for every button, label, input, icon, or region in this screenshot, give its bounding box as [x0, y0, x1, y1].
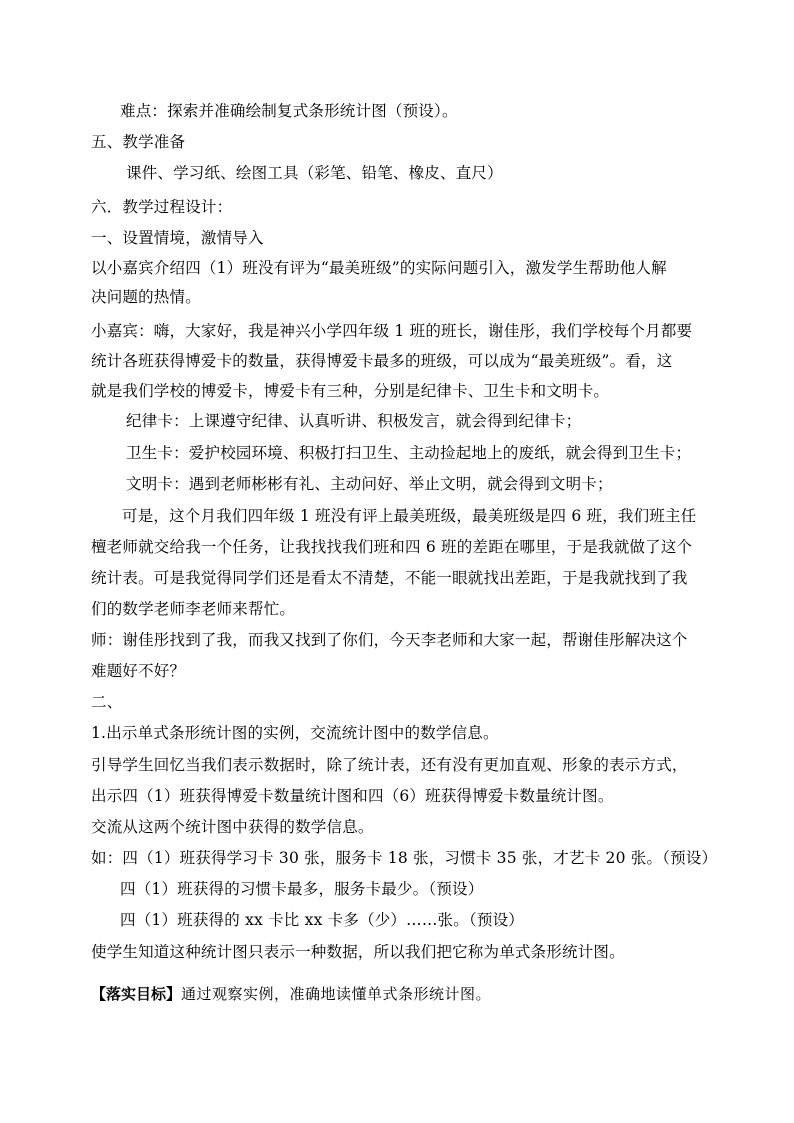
paragraph-line: 1.出示单式条形统计图的实例，交流统计图中的数学信息。: [91, 724, 499, 742]
paragraph-line: 小嘉宾：嗨，大家好，我是神兴小学四年级 1 班的班长，谢佳彤，我们学校每个月都要: [91, 322, 693, 340]
paragraph-line: 统计表。可是我觉得同学们还是看太不清楚，不能一眼就找出差距，于是我就找到了我: [91, 569, 688, 587]
goal-line: [91, 984, 491, 1004]
paragraph-line: 以小嘉宾介绍四（1）班没有评为“最美班级”的实际问题引入，激发学生帮助他人解: [91, 259, 667, 277]
paragraph-line: 使学生知道这种统计图只表示一种数据，所以我们把它称为单式条形统计图。: [91, 943, 625, 961]
paragraph-line: 决问题的热情。: [91, 288, 201, 306]
section-2-heading: 二、: [91, 693, 123, 711]
section-5-heading: 五、教学准备: [91, 133, 186, 151]
paragraph-line: 引导学生回忆当我们表示数据时，除了统计表，还有没有更加直观、形象的表示方式，: [91, 756, 688, 774]
paragraph-line: 统计各班获得博爱卡的数量，获得博爱卡最多的班级，可以成为“最美班级”。看，这: [91, 352, 673, 370]
paragraph-line: 檀老师就交给我一个任务，让我找找我们班和四 6 班的差距在哪里，于是我就做了这个: [91, 538, 693, 556]
goal-label: 【落实目标】: [91, 985, 182, 1003]
paragraph-line: 可是，这个月我们四年级 1 班没有评上最美班级，最美班级是四 6 班，我们班主任: [122, 507, 697, 525]
paragraph-line: 四（1）班获得的习惯卡最多，服务卡最少。（预设）: [120, 880, 484, 898]
paragraph-line: 们的数学老师李老师来帮忙。: [91, 600, 296, 618]
paragraph-line: 四（1）班获得的 xx 卡比 xx 卡多（少）……张。（预设）: [120, 911, 524, 929]
difficulty-line: 难点：探索并准确绘制复式条形统计图（预设）。: [120, 102, 458, 120]
paragraph-line: 如：四（1）班获得学习卡 30 张，服务卡 18 张，习惯卡 35 张，才艺卡 20 张。（预设）: [91, 849, 718, 867]
section-6-heading: 六．教学过程设计：: [91, 198, 233, 216]
goal-text: 通过观察实例，准确地读懂单式条形统计图。: [181, 985, 492, 1003]
paragraph-line: 师：谢佳彤找到了我，而我又找到了你们，今天李老师和大家一起，帮谢佳彤解决这个: [91, 631, 688, 649]
subsection-1-heading: 一、设置情境，激情导入: [91, 229, 264, 247]
civility-card-line: 文明卡：遇到老师彬彬有礼、主动问好、举止文明，就会得到文明卡；: [126, 475, 613, 493]
paragraph-line: 就是我们学校的博爱卡，博爱卡有三种，分别是纪律卡、卫生卡和文明卡。: [91, 382, 610, 400]
hygiene-card-line: 卫生卡：爱护校园环境、积极打扫卫生、主动捡起地上的废纸，就会得到卫生卡；: [126, 444, 692, 462]
paragraph-line: 交流从这两个统计图中获得的数学信息。: [91, 818, 374, 836]
paragraph-line: 出示四（1）班获得博爱卡数量统计图和四（6）班获得博爱卡数量统计图。: [91, 787, 614, 805]
discipline-card-line: 纪律卡：上课遵守纪律、认真听讲、积极发言，就会得到纪律卡；: [126, 412, 582, 430]
materials-line: 课件、学习纸、绘图工具（彩笔、铅笔、橡皮、直尺）: [126, 164, 503, 182]
paragraph-line: 难题好不好？: [91, 662, 186, 680]
